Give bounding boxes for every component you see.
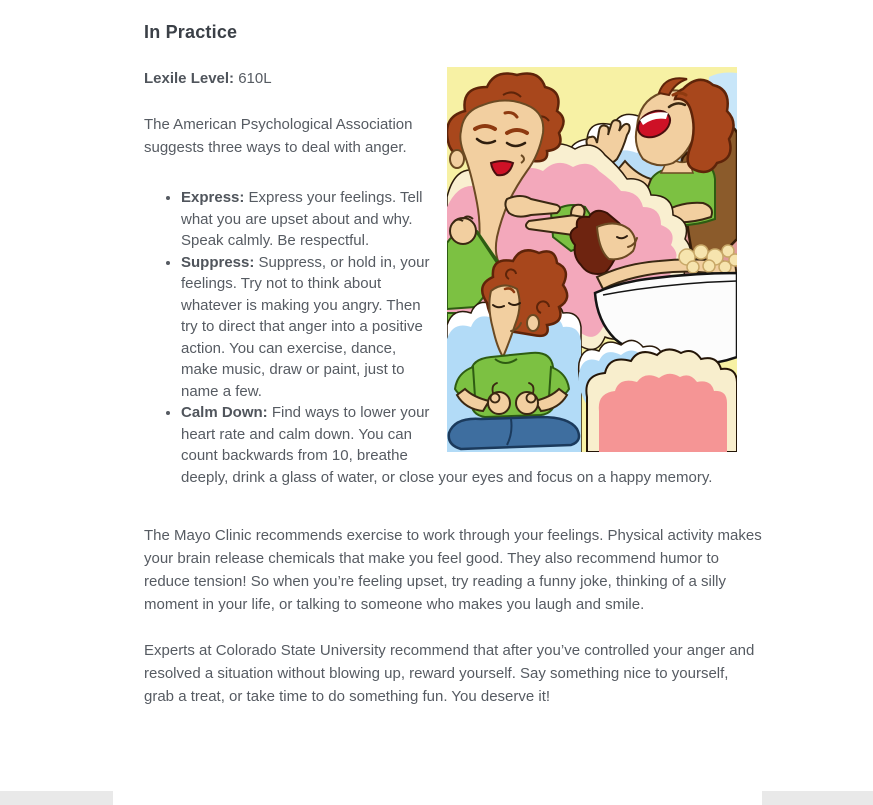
list-item-calm-down-label: Calm Down:	[181, 404, 268, 421]
mayo-clinic-paragraph: The Mayo Clinic recommends exercise to work through your feelings. Physical activity makes your brain release chemicals that make you feel good. They also recommend humor to reduce tension! So when you’re feeling upset, try reading a funny joke, thinking of a silly moment in your life, or talking to someone who makes you laugh and smile.	[144, 527, 762, 613]
page-bottom-edge-right	[762, 791, 873, 805]
lexile-level-label: Lexile Level:	[144, 70, 235, 87]
list-item-suppress-label: Suppress:	[181, 253, 255, 271]
list-item-express-text: Express your feelings. Tell what you are upset about and why. Speak calmly. Be respectful.	[181, 189, 423, 249]
article-illustration	[447, 67, 737, 452]
article-content	[144, 0, 762, 731]
list-item-suppress-text: Suppress, or hold in, your feelings. Try not to think about whatever is making you angry. Then try to direct that anger into a positive action. You can exercise, dance, make music, draw or paint, just to name a few.	[181, 253, 430, 400]
lexile-level-value: 610L	[238, 70, 272, 87]
intro-paragraph: The American Psychological Association suggests three ways to deal with anger.	[144, 116, 413, 156]
list-item-calm-down-text: Find ways to lower your heart rate and calm down. You can count backwards from 10, breathe deeply, drink a glass of water, or close your eyes and focus on a happy memory.	[181, 404, 713, 486]
relaxation-cartoon-illustration	[447, 67, 737, 452]
list-item-express-label: Express:	[181, 189, 245, 206]
page-title: In Practice	[144, 22, 238, 42]
colorado-state-paragraph: Experts at Colorado State University recommend that after you’ve controlled your anger and resolved a situation without blowing up, reward yourself. Say something nice to yourself, grab a treat, or take time to do something fun. You deserve it!	[144, 642, 755, 705]
page-bottom-edge-left	[0, 791, 113, 805]
